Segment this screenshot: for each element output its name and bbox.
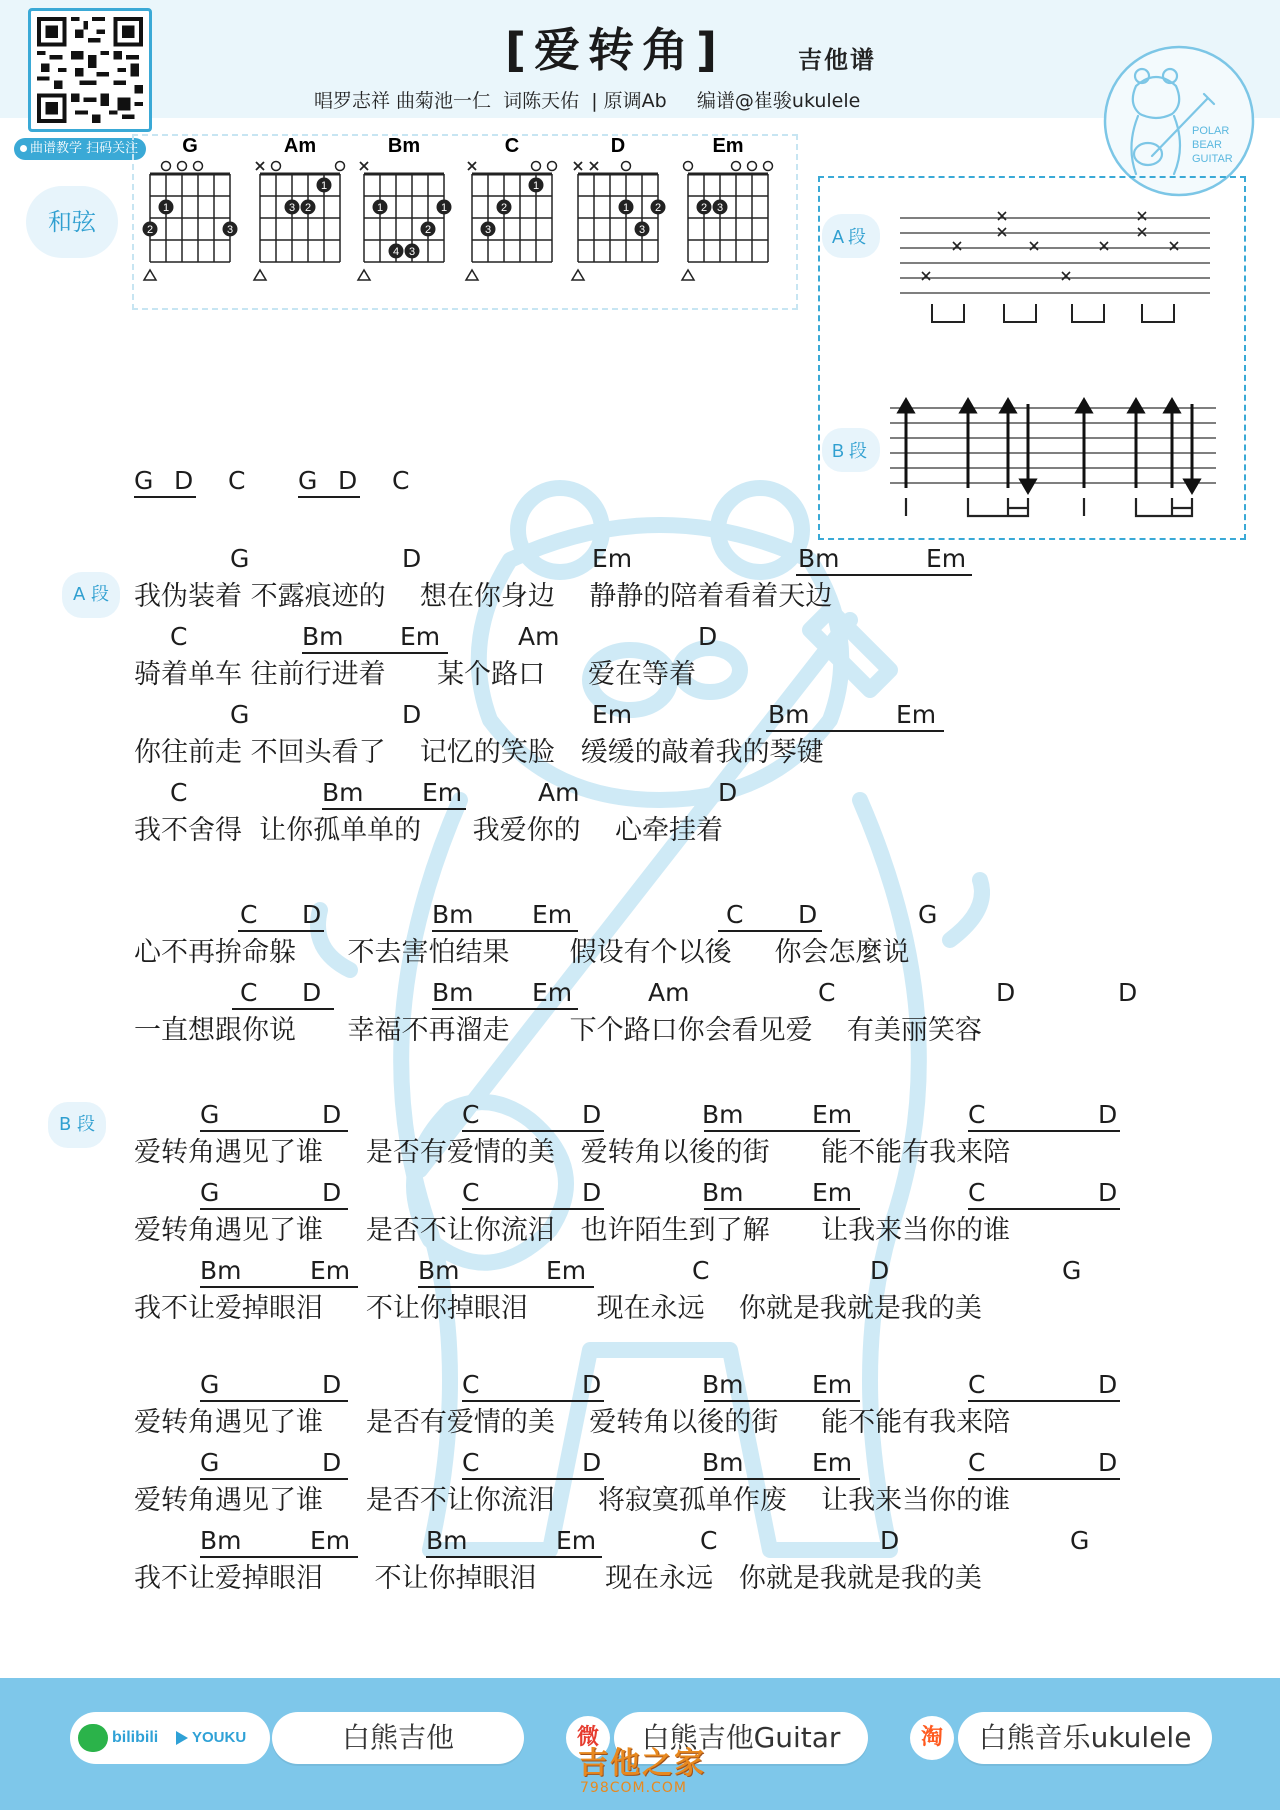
svg-text:4: 4 <box>392 246 400 258</box>
chord-name: D <box>322 1448 342 1477</box>
chord-line <box>0 1178 1280 1212</box>
chord-name: G <box>200 1178 220 1207</box>
channel-pill-weibo[interactable]: 白熊吉他Guitar <box>614 1712 868 1764</box>
qr-caption: 曲谱教学 扫码关注 <box>14 138 146 160</box>
chord-name: D <box>582 1370 602 1399</box>
chord-line <box>0 1526 1280 1560</box>
lyric-line <box>0 936 1280 970</box>
lyric-line <box>0 814 1280 848</box>
intro-chord: G <box>134 466 154 495</box>
intro-chord: G <box>298 466 318 495</box>
chords-section-tag: 和弦 <box>26 186 118 258</box>
intro-chord: D <box>338 466 358 495</box>
chord-underline <box>462 1130 604 1132</box>
lyric-line <box>0 1136 1280 1170</box>
chord-name: Em <box>896 700 937 729</box>
chord-diagram <box>358 135 452 280</box>
chord-underline <box>704 1400 860 1402</box>
chord-name: Em <box>532 900 573 929</box>
chord-underline <box>796 574 972 576</box>
chord-name: D <box>402 700 422 729</box>
site-watermark: 吉他之家 <box>578 1746 706 1781</box>
chord-underline <box>968 1478 1120 1480</box>
platform-badges <box>70 1712 270 1764</box>
chord-underline <box>200 1130 348 1132</box>
chord-name: C <box>240 900 258 929</box>
svg-text:3: 3 <box>638 224 646 236</box>
chord-name: Em <box>400 622 441 651</box>
logo-text-guitar: GUITAR <box>1192 153 1233 165</box>
chord-name: Bm <box>302 622 344 651</box>
lyric-text: 心不再拚命躲 不去害怕结果 假设有个以後 你会怎麼说 <box>134 937 910 968</box>
chord-name: D <box>870 1256 890 1285</box>
chord-name: Em <box>812 1100 853 1129</box>
svg-text:3: 3 <box>226 224 234 236</box>
chord-name: Bm <box>432 900 474 929</box>
chord-underline <box>704 1208 860 1210</box>
logo-text-polar: POLAR <box>1192 125 1230 137</box>
chord-name: D <box>698 622 718 651</box>
chord-name: G <box>200 1100 220 1129</box>
chord-name: Bm <box>768 700 810 729</box>
chord-name: G <box>1070 1526 1090 1555</box>
chord-name: C <box>968 1100 986 1129</box>
chord-name: D <box>322 1100 342 1129</box>
chord-name: G <box>1062 1256 1082 1285</box>
chord-line <box>0 978 1280 1012</box>
svg-text:3: 3 <box>288 202 296 214</box>
chord-diagram-name: Bm <box>387 135 421 157</box>
chord-name: Em <box>422 778 463 807</box>
lyric-text: 你往前走 不回头看了 记忆的笑脸 缓缓的敲着我的琴键 <box>134 737 824 768</box>
chord-name: Bm <box>200 1526 242 1555</box>
svg-text:3: 3 <box>484 224 492 236</box>
chord-name: Em <box>310 1256 351 1285</box>
lyric-text: 一直想跟你说 幸福不再溜走 下个路口你会看见爱 有美丽笑容 <box>134 1015 982 1046</box>
chord-name: C <box>700 1526 718 1555</box>
chord-underline <box>200 1478 348 1480</box>
chord-name: Bm <box>418 1256 460 1285</box>
chord-name: C <box>240 978 258 1007</box>
chord-name: D <box>322 1370 342 1399</box>
chord-name: D <box>402 544 422 573</box>
chord-diagram <box>466 135 557 280</box>
channel-pill-video[interactable]: 白熊吉他 <box>272 1712 524 1764</box>
chord-name: C <box>462 1370 480 1399</box>
wechat-icon[interactable] <box>78 1724 108 1752</box>
logo-text-bear: BEAR <box>1192 139 1222 151</box>
chord-underline <box>704 1130 860 1132</box>
chord-name: G <box>200 1370 220 1399</box>
chord-underline <box>462 1478 604 1480</box>
chord-underline <box>134 496 196 498</box>
svg-text:2: 2 <box>500 202 508 214</box>
chord-name: C <box>462 1178 480 1207</box>
chord-name: C <box>968 1448 986 1477</box>
chord-name: C <box>462 1100 480 1129</box>
lyric-line <box>0 580 1280 614</box>
chord-name: C <box>462 1448 480 1477</box>
lyric-line <box>0 1014 1280 1048</box>
lyric-line <box>0 1562 1280 1596</box>
chord-name: Em <box>592 544 633 573</box>
chord-underline <box>432 930 578 932</box>
chord-underline <box>322 808 466 810</box>
chord-name: Em <box>926 544 967 573</box>
chord-line <box>0 622 1280 656</box>
section-a-tag: A 段 <box>62 572 120 618</box>
chord-name: D <box>798 900 818 929</box>
lyric-text: 骑着单车 往前行进着 某个路口 爱在等着 <box>134 659 696 690</box>
chord-name: Em <box>310 1526 351 1555</box>
chord-underline <box>238 930 324 932</box>
weibo-icon[interactable]: 微 <box>566 1716 610 1760</box>
chord-name: D <box>302 900 322 929</box>
chord-name: D <box>1098 1178 1118 1207</box>
chord-name: C <box>968 1370 986 1399</box>
rhythm-a-label: A 段 <box>832 227 867 247</box>
chord-underline <box>200 1556 358 1558</box>
chord-diagram-name: Am <box>283 135 317 157</box>
chord-underline <box>462 1208 604 1210</box>
lyric-text: 爱转角遇见了谁 是否有爱情的美 爱转角以後的街 能不能有我来陪 <box>134 1137 1011 1168</box>
chord-underline <box>718 930 822 932</box>
chord-name: D <box>1098 1448 1118 1477</box>
svg-text:1: 1 <box>320 180 328 192</box>
chord-line <box>0 544 1280 578</box>
lyric-text: 爱转角遇见了谁 是否有爱情的美 爱转角以後的街 能不能有我来陪 <box>134 1407 1011 1438</box>
chord-name: D <box>880 1526 900 1555</box>
qr-code[interactable] <box>28 8 152 132</box>
svg-text:2: 2 <box>424 224 432 236</box>
taobao-icon[interactable]: 淘 <box>910 1716 954 1760</box>
chord-name: D <box>996 978 1016 1007</box>
svg-text:1: 1 <box>376 202 384 214</box>
chord-name: D <box>1098 1370 1118 1399</box>
youku-icon[interactable] <box>176 1731 188 1745</box>
chord-underline <box>766 730 944 732</box>
chord-underline <box>432 1008 578 1010</box>
chord-name: Am <box>648 978 690 1007</box>
chord-name: C <box>968 1178 986 1207</box>
chord-name: C <box>170 778 188 807</box>
chord-diagram-name: D <box>610 135 626 157</box>
chord-line <box>0 1370 1280 1404</box>
chord-diagram <box>572 135 666 280</box>
chord-name: D <box>1098 1100 1118 1129</box>
chord-name: Bm <box>426 1526 468 1555</box>
svg-text:3: 3 <box>716 202 724 214</box>
chord-name: G <box>230 700 250 729</box>
chord-name: Bm <box>702 1100 744 1129</box>
chord-name: Em <box>812 1370 853 1399</box>
chord-name: Em <box>812 1448 853 1477</box>
chord-name: D <box>582 1448 602 1477</box>
chord-underline <box>232 1008 334 1010</box>
chord-name: C <box>726 900 744 929</box>
chord-name: Em <box>592 700 633 729</box>
chord-name: D <box>322 1178 342 1207</box>
chord-underline <box>200 1400 348 1402</box>
chord-underline <box>968 1130 1120 1132</box>
chord-underline <box>968 1400 1120 1402</box>
chord-line <box>0 1256 1280 1290</box>
lyric-text: 爱转角遇见了谁 是否不让你流泪 也许陌生到了解 让我来当你的谁 <box>134 1215 1011 1246</box>
chord-diagram-name: G <box>182 135 198 157</box>
intro-chord: D <box>174 466 194 495</box>
channel-pill-taobao[interactable]: 白熊音乐ukulele <box>958 1712 1212 1764</box>
bilibili-logo[interactable]: bilibili <box>112 1729 159 1746</box>
chord-line <box>0 1448 1280 1482</box>
chord-diagram-name: Em <box>712 135 744 157</box>
svg-text:2: 2 <box>304 202 312 214</box>
svg-text:1: 1 <box>440 202 448 214</box>
chord-underline <box>200 1208 348 1210</box>
chord-name: Bm <box>200 1256 242 1285</box>
lyric-line <box>0 1292 1280 1326</box>
chord-name: Bm <box>322 778 364 807</box>
sheet-type: 吉他谱 <box>798 46 876 74</box>
song-title: [爱转角] <box>505 23 726 77</box>
chord-underline <box>418 1286 594 1288</box>
youku-logo[interactable]: YOUKU <box>192 1729 247 1746</box>
svg-text:1: 1 <box>162 202 170 214</box>
intro-chord-line <box>0 466 1280 500</box>
site-watermark-url: 798COM.COM <box>580 1780 687 1796</box>
chord-name: Em <box>812 1178 853 1207</box>
svg-text:2: 2 <box>146 224 154 236</box>
svg-text:2: 2 <box>700 202 708 214</box>
chord-diagram <box>682 135 773 280</box>
chord-underline <box>302 652 448 654</box>
chord-line <box>0 900 1280 934</box>
chord-underline <box>200 1286 358 1288</box>
chord-diagrams <box>132 134 798 310</box>
svg-text:1: 1 <box>622 202 630 214</box>
chord-name: Bm <box>702 1448 744 1477</box>
chord-name: D <box>718 778 738 807</box>
svg-text:3: 3 <box>408 246 416 258</box>
chord-diagram <box>143 135 238 280</box>
chord-underline <box>426 1556 602 1558</box>
chord-name: G <box>200 1448 220 1477</box>
chord-name: D <box>1118 978 1138 1007</box>
chord-underline <box>968 1208 1120 1210</box>
chord-name: Em <box>556 1526 597 1555</box>
chord-name: D <box>302 978 322 1007</box>
chord-name: Bm <box>798 544 840 573</box>
chord-name: Em <box>532 978 573 1007</box>
chord-name: D <box>582 1100 602 1129</box>
chord-underline <box>704 1478 860 1480</box>
chord-name: Em <box>546 1256 587 1285</box>
chord-name: C <box>170 622 188 651</box>
chord-name: Bm <box>702 1370 744 1399</box>
chord-name: C <box>692 1256 710 1285</box>
svg-text:1: 1 <box>532 180 540 192</box>
chord-underline <box>462 1400 604 1402</box>
lyric-line <box>0 658 1280 692</box>
section-b-tag: B 段 <box>48 1102 106 1148</box>
chord-underline <box>298 496 360 498</box>
chord-diagram-name: C <box>504 135 520 157</box>
intro-chord: C <box>392 466 410 495</box>
rhythm-b-label: B 段 <box>832 441 868 461</box>
chord-name: Am <box>518 622 560 651</box>
lyric-text: 我伪装着 不露痕迹的 想在你身边 静静的陪着看着天边 <box>134 581 833 612</box>
chord-line <box>0 700 1280 734</box>
chord-line <box>0 1100 1280 1134</box>
lyric-line <box>0 1406 1280 1440</box>
lyric-line <box>0 736 1280 770</box>
chord-line <box>0 778 1280 812</box>
chord-name: G <box>230 544 250 573</box>
lyric-text: 我不让爱掉眼泪 不让你掉眼泪 现在永远 你就是我就是我的美 <box>134 1293 982 1324</box>
chord-name: Bm <box>432 978 474 1007</box>
lyric-text: 我不让爱掉眼泪 不让你掉眼泪 现在永远 你就是我就是我的美 <box>134 1563 982 1594</box>
lyric-line <box>0 1484 1280 1518</box>
chord-name: G <box>918 900 938 929</box>
lyric-text: 我不舍得 让你孤单单的 我爱你的 心牵挂着 <box>134 815 723 846</box>
chord-name: Bm <box>702 1178 744 1207</box>
chord-name: D <box>582 1178 602 1207</box>
lyric-line <box>0 1214 1280 1248</box>
chord-diagram <box>254 135 345 280</box>
chord-name: C <box>818 978 836 1007</box>
song-credits: 唱罗志祥 曲菊池一仁 词陈天佑 | 原调Ab 编谱@崔骏ukulele <box>314 90 861 112</box>
chord-name: Am <box>538 778 580 807</box>
svg-text:2: 2 <box>654 202 662 214</box>
lyric-text: 爱转角遇见了谁 是否不让你流泪 将寂寞孤单作废 让我来当你的谁 <box>134 1485 1011 1516</box>
intro-chord: C <box>228 466 246 495</box>
